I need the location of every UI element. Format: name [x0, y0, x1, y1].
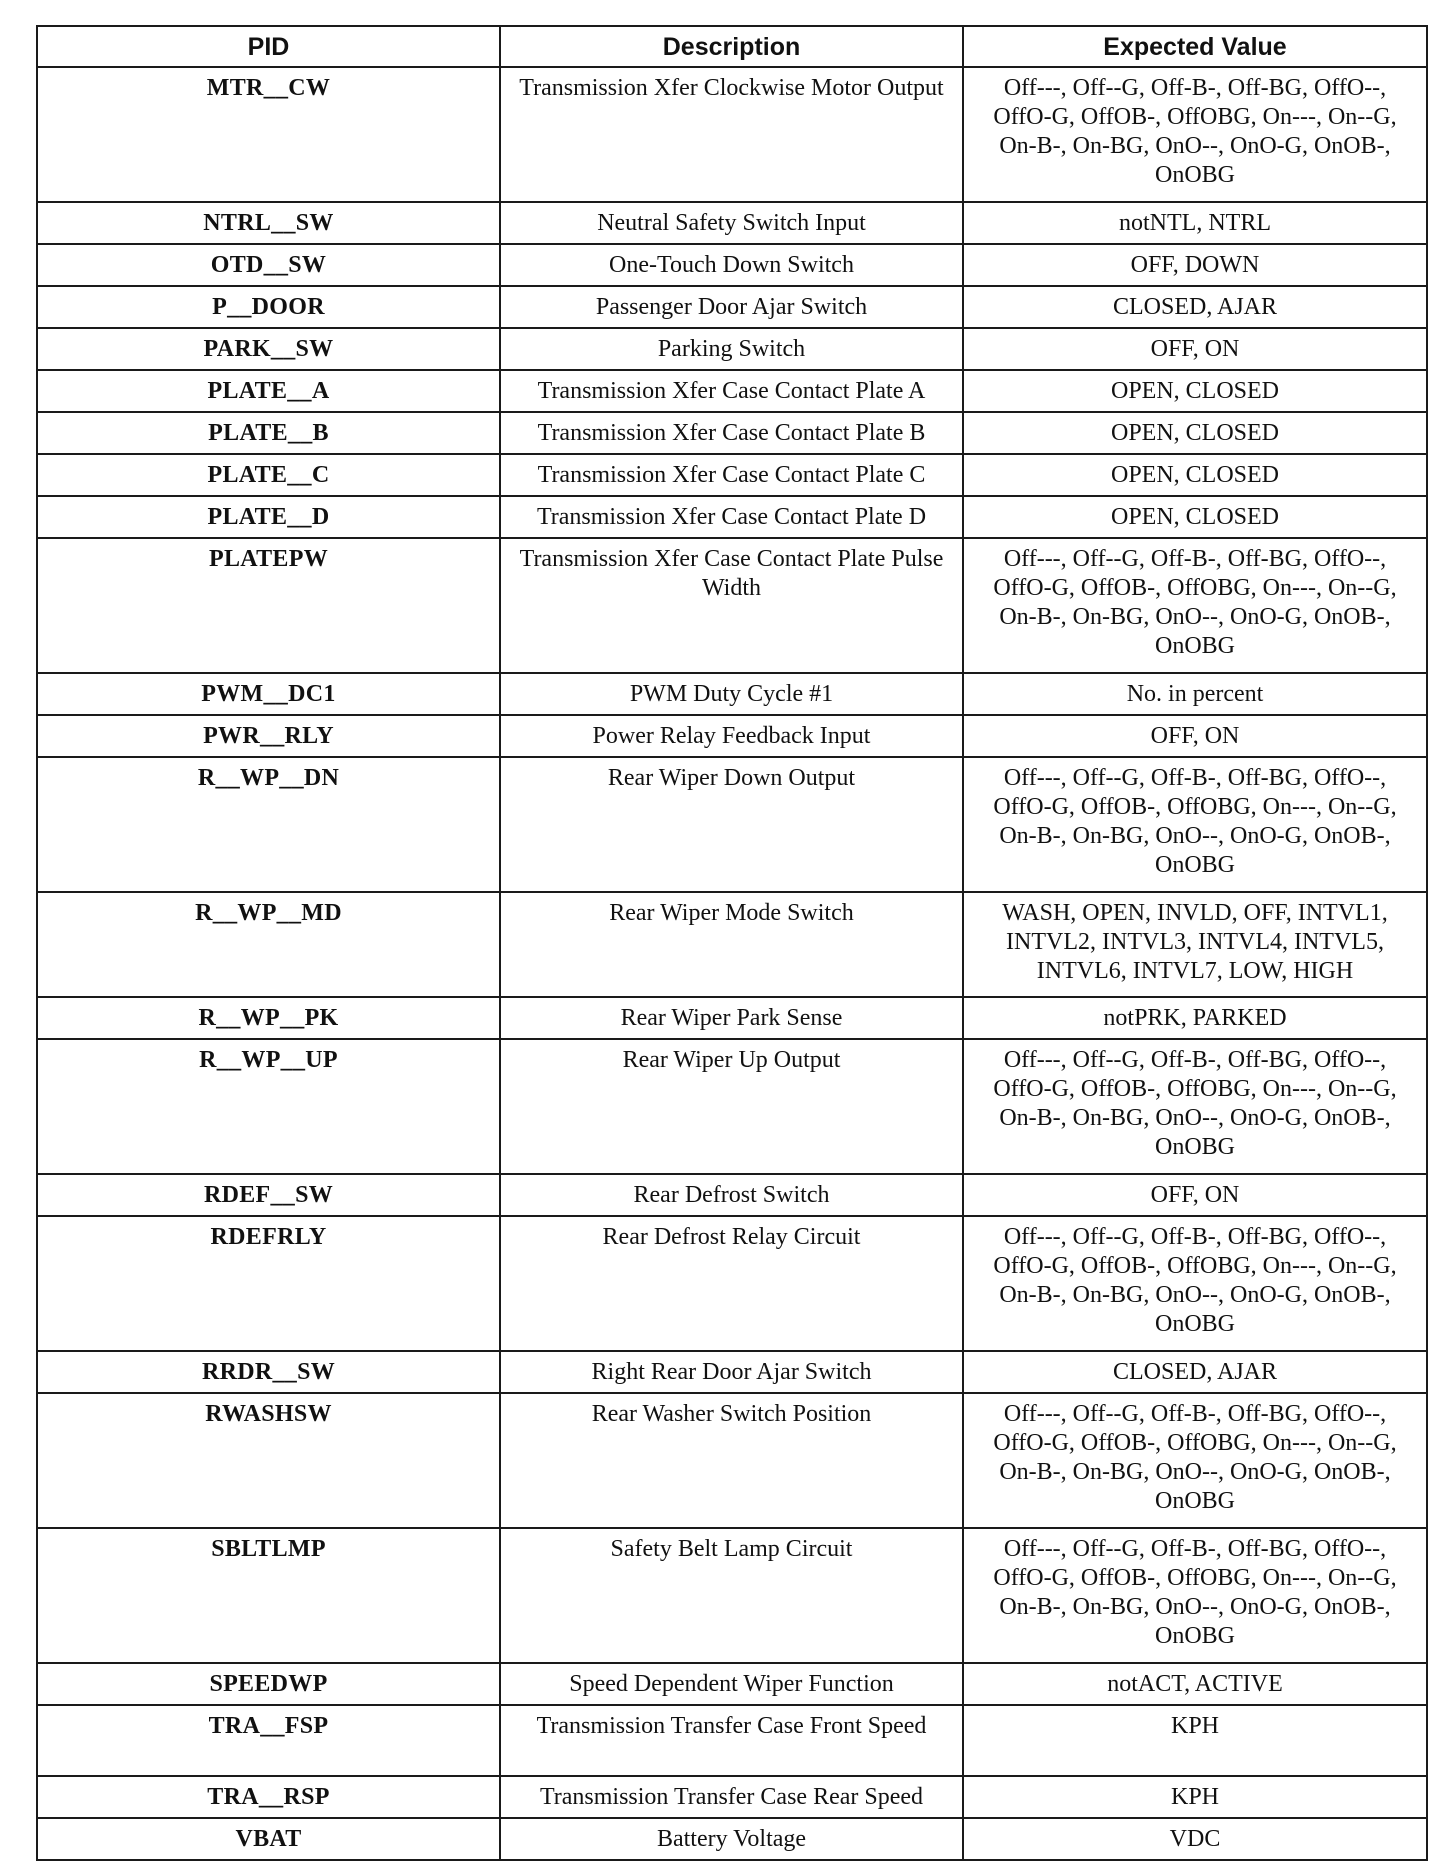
- expected-value-cell: VDC: [963, 1818, 1427, 1860]
- pid-cell: RWASHSW: [37, 1393, 500, 1528]
- table-row: [37, 997, 1427, 1039]
- pid-cell: RDEFRLY: [37, 1216, 500, 1351]
- pid-cell: SPEEDWP: [37, 1663, 500, 1705]
- table-row: [37, 538, 1427, 673]
- table-row: [37, 454, 1427, 496]
- pid-cell: R__WP__DN: [37, 757, 500, 892]
- pid-cell: R__WP__UP: [37, 1039, 500, 1174]
- description-cell: Rear Washer Switch Position: [500, 1393, 963, 1528]
- expected-value-cell: No. in percent: [963, 673, 1427, 715]
- pid-cell: NTRL__SW: [37, 202, 500, 244]
- expected-value-cell: CLOSED, AJAR: [963, 1351, 1427, 1393]
- table-header: [37, 26, 1427, 67]
- table-row: [37, 286, 1427, 328]
- expected-value-cell: Off---, Off--G, Off-B-, Off-BG, OffO--, OffO-G, OffOB-, OffOBG, On---, On--G, On-B-, On-BG, OnO--, OnO-G, OnOB-, OnOBG: [963, 67, 1427, 202]
- expected-value-cell: notNTL, NTRL: [963, 202, 1427, 244]
- expected-value-cell: OPEN, CLOSED: [963, 370, 1427, 412]
- expected-value-cell: CLOSED, AJAR: [963, 286, 1427, 328]
- expected-value-cell: OFF, ON: [963, 1174, 1427, 1216]
- description-cell: Speed Dependent Wiper Function: [500, 1663, 963, 1705]
- description-cell: Transmission Xfer Clockwise Motor Output: [500, 67, 963, 202]
- table-row: [37, 202, 1427, 244]
- expected-value-cell: notPRK, PARKED: [963, 997, 1427, 1039]
- expected-value-cell: Off---, Off--G, Off-B-, Off-BG, OffO--, OffO-G, OffOB-, OffOBG, On---, On--G, On-B-, On-BG, OnO--, OnO-G, OnOB-, OnOBG: [963, 538, 1427, 673]
- expected-value-cell: OPEN, CLOSED: [963, 454, 1427, 496]
- description-cell: Transmission Xfer Case Contact Plate A: [500, 370, 963, 412]
- pid-cell: TRA__FSP: [37, 1705, 500, 1776]
- table-row: [37, 1174, 1427, 1216]
- pid-table: [36, 25, 1428, 1861]
- description-cell: Power Relay Feedback Input: [500, 715, 963, 757]
- expected-value-cell: KPH: [963, 1705, 1427, 1776]
- description-cell: Rear Wiper Park Sense: [500, 997, 963, 1039]
- pid-cell: P__DOOR: [37, 286, 500, 328]
- expected-value-cell: OPEN, CLOSED: [963, 412, 1427, 454]
- table-row: [37, 1528, 1427, 1663]
- expected-value-cell: Off---, Off--G, Off-B-, Off-BG, OffO--, OffO-G, OffOB-, OffOBG, On---, On--G, On-B-, On-BG, OnO--, OnO-G, OnOB-, OnOBG: [963, 1216, 1427, 1351]
- table-row: [37, 328, 1427, 370]
- expected-value-cell: Off---, Off--G, Off-B-, Off-BG, OffO--, OffO-G, OffOB-, OffOBG, On---, On--G, On-B-, On-BG, OnO--, OnO-G, OnOB-, OnOBG: [963, 757, 1427, 892]
- table-row: [37, 1393, 1427, 1528]
- description-cell: Parking Switch: [500, 328, 963, 370]
- table-row: [37, 370, 1427, 412]
- header-pid: PID: [37, 26, 500, 67]
- table-row: [37, 673, 1427, 715]
- pid-cell: PLATE__C: [37, 454, 500, 496]
- expected-value-cell: OFF, ON: [963, 715, 1427, 757]
- pid-cell: SBLTLMP: [37, 1528, 500, 1663]
- expected-value-cell: Off---, Off--G, Off-B-, Off-BG, OffO--, OffO-G, OffOB-, OffOBG, On---, On--G, On-B-, On-BG, OnO--, OnO-G, OnOB-, OnOBG: [963, 1039, 1427, 1174]
- pid-cell: RRDR__SW: [37, 1351, 500, 1393]
- pid-cell: PARK__SW: [37, 328, 500, 370]
- table-row: [37, 1039, 1427, 1174]
- pid-cell: VBAT: [37, 1818, 500, 1860]
- pid-cell: PLATEPW: [37, 538, 500, 673]
- table-row: [37, 1351, 1427, 1393]
- expected-value-cell: OFF, DOWN: [963, 244, 1427, 286]
- description-cell: Rear Defrost Relay Circuit: [500, 1216, 963, 1351]
- table-row: [37, 244, 1427, 286]
- pid-cell: PWR__RLY: [37, 715, 500, 757]
- header-expected-value: Expected Value: [963, 26, 1427, 67]
- expected-value-cell: KPH: [963, 1776, 1427, 1818]
- description-cell: Safety Belt Lamp Circuit: [500, 1528, 963, 1663]
- description-cell: Neutral Safety Switch Input: [500, 202, 963, 244]
- pid-cell: PWM__DC1: [37, 673, 500, 715]
- table-row: [37, 496, 1427, 538]
- description-cell: Rear Defrost Switch: [500, 1174, 963, 1216]
- header-row: [37, 26, 1427, 67]
- description-cell: Transmission Xfer Case Contact Plate D: [500, 496, 963, 538]
- table-row: [37, 892, 1427, 997]
- pid-cell: PLATE__D: [37, 496, 500, 538]
- pid-cell: OTD__SW: [37, 244, 500, 286]
- table-row: [37, 1705, 1427, 1776]
- description-cell: Transmission Xfer Case Contact Plate Pulse Width: [500, 538, 963, 673]
- description-cell: Rear Wiper Down Output: [500, 757, 963, 892]
- pid-cell: TRA__RSP: [37, 1776, 500, 1818]
- pid-cell: PLATE__B: [37, 412, 500, 454]
- expected-value-cell: OPEN, CLOSED: [963, 496, 1427, 538]
- table-row: [37, 1663, 1427, 1705]
- description-cell: Transmission Transfer Case Rear Speed: [500, 1776, 963, 1818]
- table-body: [37, 67, 1427, 1860]
- description-cell: Battery Voltage: [500, 1818, 963, 1860]
- description-cell: Transmission Xfer Case Contact Plate C: [500, 454, 963, 496]
- table-row: [37, 715, 1427, 757]
- expected-value-cell: notACT, ACTIVE: [963, 1663, 1427, 1705]
- expected-value-cell: Off---, Off--G, Off-B-, Off-BG, OffO--, OffO-G, OffOB-, OffOBG, On---, On--G, On-B-, On-BG, OnO--, OnO-G, OnOB-, OnOBG: [963, 1528, 1427, 1663]
- header-description: Description: [500, 26, 963, 67]
- pid-cell: R__WP__PK: [37, 997, 500, 1039]
- description-cell: Passenger Door Ajar Switch: [500, 286, 963, 328]
- description-cell: One-Touch Down Switch: [500, 244, 963, 286]
- expected-value-cell: WASH, OPEN, INVLD, OFF, INTVL1, INTVL2, INTVL3, INTVL4, INTVL5, INTVL6, INTVL7, LOW, HIGH: [963, 892, 1427, 997]
- description-cell: Transmission Transfer Case Front Speed: [500, 1705, 963, 1776]
- table-row: [37, 1216, 1427, 1351]
- table-row: [37, 1776, 1427, 1818]
- table-row: [37, 412, 1427, 454]
- pid-cell: R__WP__MD: [37, 892, 500, 997]
- expected-value-cell: OFF, ON: [963, 328, 1427, 370]
- expected-value-cell: Off---, Off--G, Off-B-, Off-BG, OffO--, OffO-G, OffOB-, OffOBG, On---, On--G, On-B-, On-BG, OnO--, OnO-G, OnOB-, OnOBG: [963, 1393, 1427, 1528]
- description-cell: Rear Wiper Up Output: [500, 1039, 963, 1174]
- description-cell: Transmission Xfer Case Contact Plate B: [500, 412, 963, 454]
- table-row: [37, 1818, 1427, 1860]
- description-cell: Right Rear Door Ajar Switch: [500, 1351, 963, 1393]
- table-row: [37, 67, 1427, 202]
- description-cell: PWM Duty Cycle #1: [500, 673, 963, 715]
- table-row: [37, 757, 1427, 892]
- pid-cell: RDEF__SW: [37, 1174, 500, 1216]
- pid-cell: PLATE__A: [37, 370, 500, 412]
- description-cell: Rear Wiper Mode Switch: [500, 892, 963, 997]
- pid-cell: MTR__CW: [37, 67, 500, 202]
